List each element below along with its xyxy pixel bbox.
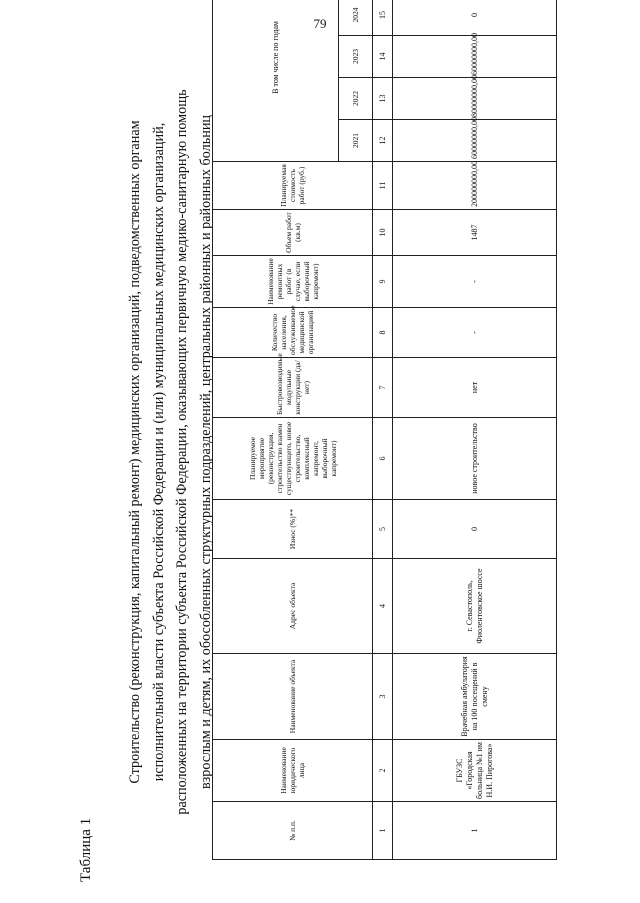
col-header-measure: Планируемое мероприятие (реконструкция, строительство взамен существующего, новое строительство, комплексный капремонт, выборочный капремонт) <box>213 418 373 500</box>
column-number: 3 <box>373 654 393 740</box>
col-header-2022: 2022 <box>339 78 373 120</box>
col-header-number: № п.п. <box>213 802 373 860</box>
col-header-repair-works: Наименование ремонтных работ (в случае, если выборочный капремонт) <box>213 256 373 308</box>
col-header-years-group: В том числе по годам <box>213 0 339 162</box>
column-number: 1 <box>373 802 393 860</box>
cell-volume: 1487 <box>393 210 557 256</box>
cell-2023: 60000000,00 <box>393 36 557 78</box>
construction-table <box>212 0 557 860</box>
col-header-population: Количество населения, обслуживаемое медицинской организацией <box>213 308 373 358</box>
column-number-row <box>373 0 393 860</box>
column-number: 10 <box>373 210 393 256</box>
cell-address: г. Севастополь, Фиолентовское шоссе <box>393 559 557 654</box>
col-header-2021: 2021 <box>339 120 373 162</box>
col-header-wear: Износ (%)** <box>213 500 373 559</box>
cell-legal-entity: ГБУЗС «Городская больница №1 им Н.И. Пирогова» <box>393 740 557 802</box>
column-number: 14 <box>373 36 393 78</box>
page-number: 79 <box>313 16 327 31</box>
column-number: 7 <box>373 358 393 418</box>
cell-object: Врачебная амбулатория на 100 посещений в смену <box>393 654 557 740</box>
column-number: 12 <box>373 120 393 162</box>
column-number: 13 <box>373 78 393 120</box>
cell-population: - <box>393 308 557 358</box>
col-header-address: Адрес объекта <box>213 559 373 654</box>
column-number: 4 <box>373 559 393 654</box>
cell-measure: новое строительство <box>393 418 557 500</box>
column-number: 6 <box>373 418 393 500</box>
column-number: 15 <box>373 0 393 36</box>
col-header-legal-entity: Наименование юридического лица <box>213 740 373 802</box>
cell-cost: 200000000,00 <box>393 162 557 210</box>
cell-2021: 60000000,00 <box>393 120 557 162</box>
column-number: 11 <box>373 162 393 210</box>
column-number: 9 <box>373 256 393 308</box>
col-header-object: Наименование объекта <box>213 654 373 740</box>
header-row <box>213 0 339 860</box>
table-row <box>393 0 557 860</box>
cell-2022: 80000000,00 <box>393 78 557 120</box>
cell-modular: нет <box>393 358 557 418</box>
cell-wear: 0 <box>393 500 557 559</box>
cell-repair-works: - <box>393 256 557 308</box>
column-number: 2 <box>373 740 393 802</box>
table-label: Таблица 1 <box>78 817 94 882</box>
col-header-volume: Объем работ (кв.м) <box>213 210 373 256</box>
col-header-2023: 2023 <box>339 36 373 78</box>
column-number: 8 <box>373 308 393 358</box>
col-header-cost: Планируемая стоимость работ (руб.) <box>213 162 373 210</box>
col-header-2024: 2024 <box>339 0 373 36</box>
cell-number: 1 <box>393 802 557 860</box>
col-header-modular: Быстровозводимые модульные конструкции (да/нет) <box>213 358 373 418</box>
table-title: Строительство (реконструкция, капитальный ремонт) медицинских организаций, подведомственных органам исполнительной власти субъекта Российской Федерации и (или) муниципальных медицинских организаций, расположенных на территории субъекта Российской Федерации, оказывающих первичную медико-санитарную помощь взрослым и детям, их обособленных структурных подразделений, центральных районных и районных больниц <box>127 89 214 815</box>
cell-2024: 0 <box>393 0 557 36</box>
column-number: 5 <box>373 500 393 559</box>
